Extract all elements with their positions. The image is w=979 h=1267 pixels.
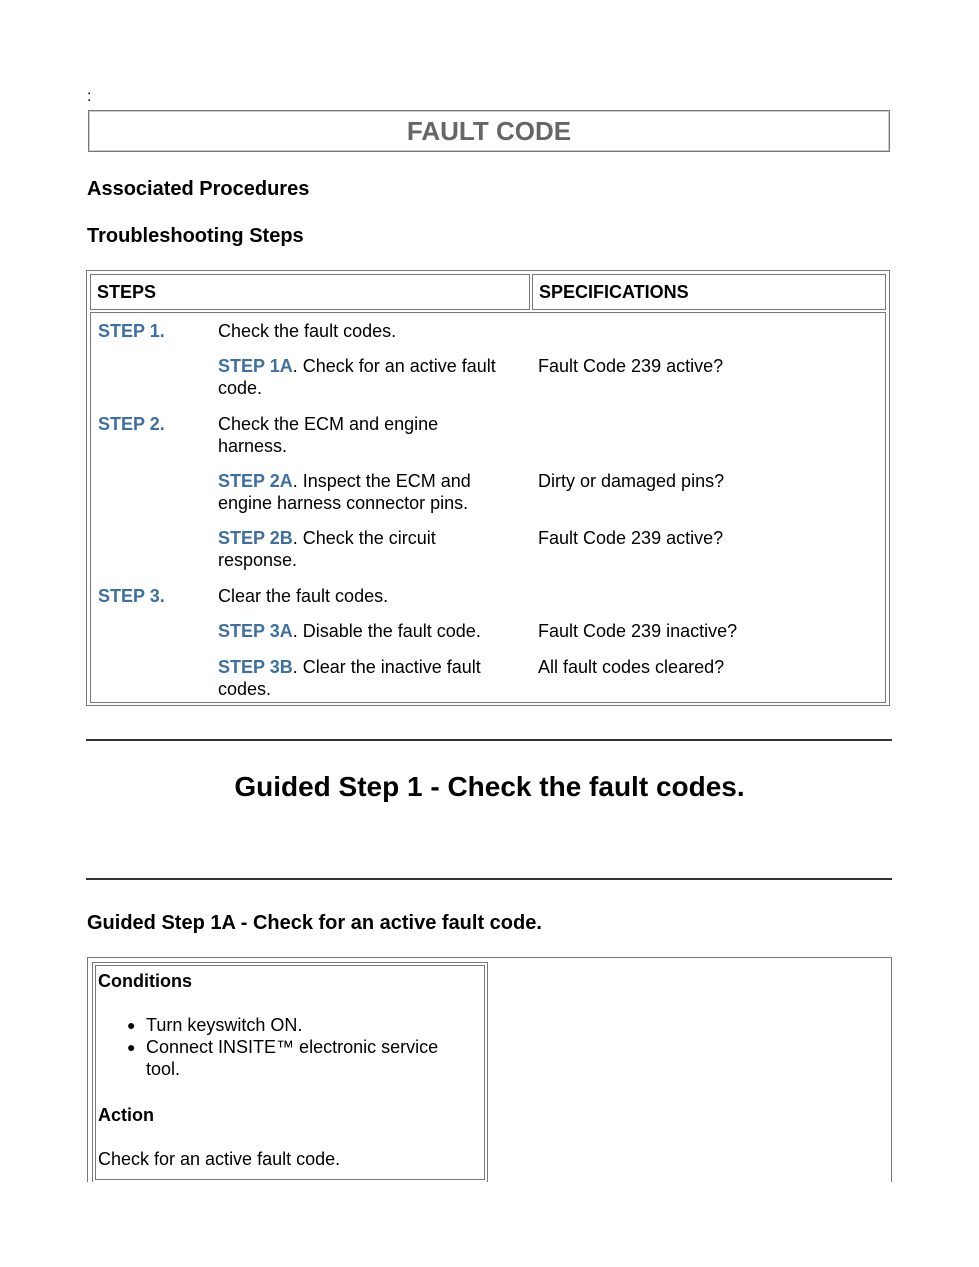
guided-step-1-heading: Guided Step 1 - Check the fault codes. bbox=[234, 771, 745, 802]
step-1a-spec: Fault Code 239 active? bbox=[538, 356, 724, 376]
colon-mark: : bbox=[87, 88, 92, 105]
specifications-column-header: SPECIFICATIONS bbox=[532, 274, 886, 310]
step-2b-link[interactable]: STEP 2B bbox=[218, 528, 293, 548]
step-2a-link[interactable]: STEP 2A bbox=[218, 471, 293, 491]
divider bbox=[86, 878, 892, 880]
step-3b-spec: All fault codes cleared? bbox=[538, 657, 725, 677]
action-text: Check for an active fault code. bbox=[98, 1149, 341, 1169]
divider bbox=[86, 739, 892, 741]
step-3b-link[interactable]: STEP 3B bbox=[218, 657, 293, 677]
step-3a-spec: Fault Code 239 inactive? bbox=[538, 621, 738, 641]
step-2b-text: STEP 2B. Check the circuit response. bbox=[218, 528, 436, 570]
conditions-label: Conditions bbox=[98, 971, 192, 991]
page-title: FAULT CODE bbox=[88, 110, 890, 152]
troubleshooting-steps-table bbox=[86, 270, 890, 706]
bullet-icon: ● bbox=[127, 1017, 136, 1033]
step-2-link[interactable]: STEP 2. bbox=[98, 414, 165, 434]
step-2-text: Check the ECM and engine harness. bbox=[218, 414, 439, 456]
condition-item: Connect INSITE™ electronic service bbox=[146, 1037, 439, 1057]
step-1a-link[interactable]: STEP 1A bbox=[218, 356, 293, 376]
action-label: Action bbox=[98, 1105, 154, 1125]
steps-column-header: STEPS bbox=[90, 274, 530, 310]
step-2a-spec: Dirty or damaged pins? bbox=[538, 471, 725, 491]
step-3-text: Clear the fault codes. bbox=[218, 586, 389, 606]
condition-item-continuation: tool. bbox=[146, 1059, 181, 1079]
step-3b-text: STEP 3B. Clear the inactive fault codes. bbox=[218, 657, 481, 699]
step-2b-spec: Fault Code 239 active? bbox=[538, 528, 724, 548]
bullet-icon: ● bbox=[127, 1039, 136, 1055]
step-1a-text: STEP 1A. Check for an active fault code. bbox=[218, 356, 496, 398]
step-3a-text: STEP 3A. Disable the fault code. bbox=[218, 621, 481, 641]
step-3a-link[interactable]: STEP 3A bbox=[218, 621, 293, 641]
step-1-text: Check the fault codes. bbox=[218, 321, 397, 341]
step-2a-text: STEP 2A. Inspect the ECM and engine harness connector pins. bbox=[218, 471, 471, 513]
condition-item: Turn keyswitch ON. bbox=[146, 1015, 303, 1035]
step-1-link[interactable]: STEP 1. bbox=[98, 321, 165, 341]
step-3-link[interactable]: STEP 3. bbox=[98, 586, 165, 606]
troubleshooting-steps-heading: Troubleshooting Steps bbox=[87, 225, 304, 247]
guided-step-1a-heading: Guided Step 1A - Check for an active fault code. bbox=[87, 912, 542, 934]
associated-procedures-heading: Associated Procedures bbox=[87, 178, 310, 200]
